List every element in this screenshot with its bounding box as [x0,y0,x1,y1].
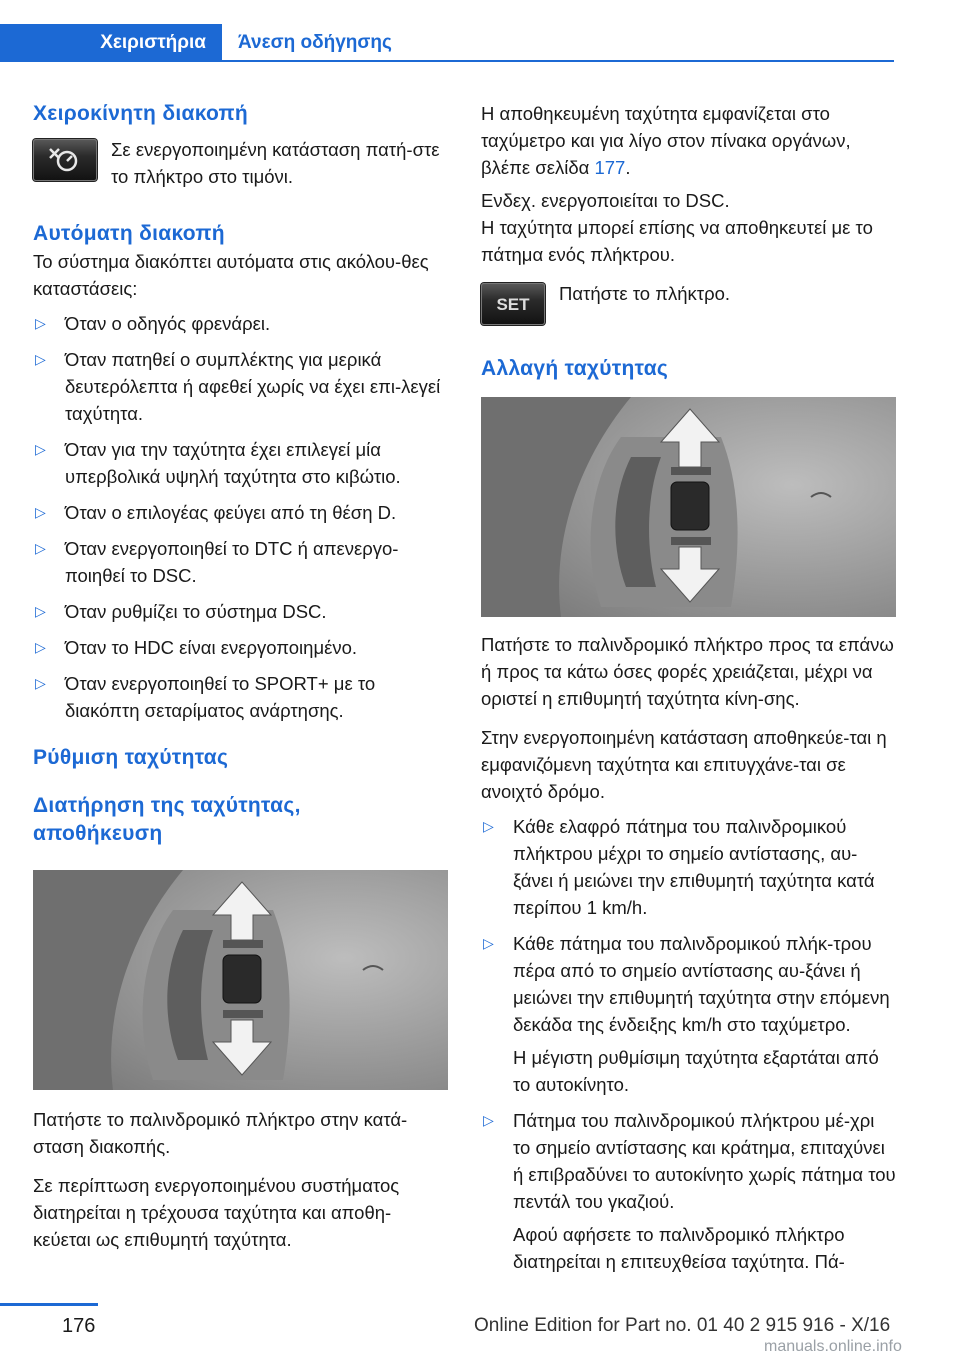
triangle-bullet-icon: ▷ [483,1112,494,1128]
list-item: ▷ Όταν το HDC είναι ενεργοποιημένο. [33,634,448,661]
edition-text: Online Edition for Part no. 01 40 2 915 916 - X/16 [474,1315,891,1336]
triangle-bullet-icon: ▷ [35,639,46,655]
right-column [481,100,896,1284]
auto-stop-text: Το σύστημα διακόπτει αυτόματα στις ακόλου-θες καταστάσεις: [33,251,429,299]
manual-stop-text: Σε ενεργοποιημένη κατάσταση πατή-στε το πλήκτρο στο τιμόνι. [111,139,440,187]
list-item: ▷ Όταν ο επιλογέας φεύγει από τη θέση D. [33,499,448,526]
page-header [0,0,960,64]
triangle-bullet-icon: ▷ [35,603,46,619]
dsc-text: Ενδεχ. ενεργοποιείται το DSC. [481,190,730,211]
list-item: ▷ Όταν ο οδηγός φρενάρει. [33,310,448,337]
steering-wheel-photo-1 [33,870,448,1090]
set-button-icon: SET [481,283,545,325]
left-column [33,100,448,1253]
photo1-caption: Πατήστε το παλινδρομικό πλήκτρο στην κατά-σταση διακοπής. [33,1109,408,1157]
heading-auto-stop: Αυτόματη διακοπή [33,222,225,245]
heading-keep-speed: Διατήρηση της ταχύτητας, αποθήκευση [33,794,301,845]
page-link[interactable]: 177 [594,157,626,178]
heading-manual-stop: Χειροκίνητη διακοπή [33,102,249,125]
watermark: manuals.online.info [764,1338,902,1355]
state-text: Στην ενεργοποιημένη κατάσταση αποθηκεύε-ται η εμφανιζόμενη ταχύτητα και επιτυγχάνε-ται σε ανοιχτό δρόμο. [481,727,887,802]
list-item: ▷ Όταν ενεργοποιηθεί το SPORT+ με το διακόπτη σεταρίματος ανάρτησης. [33,670,448,724]
auto-stop-list [33,310,448,724]
triangle-bullet-icon: ▷ [35,675,46,691]
heading-speed-setting: Ρύθμιση ταχύτητας [33,746,229,769]
steering-wheel-photo-2 [481,397,896,617]
list-item: ▷ Όταν πατηθεί ο συμπλέκτης για μερικά δευτερόλεπτα ή αφεθεί χωρίς να έχει επι-λεγεί ταχύτητα. [33,346,448,427]
footer-rule [0,1303,98,1306]
list-item-note: Αφού αφήσετε το παλινδρομικό πλήκτρο διατηρείται η επιτευχθείσα ταχύτητα. Πά- [513,1224,845,1272]
stored-speed-text: Η αποθηκευμένη ταχύτητα εμφανίζεται στο ταχύμετρο και για λίγο στον πίνακα οργάνων, βλέπε σελίδα 177. [481,103,851,178]
list-item: ▷ Κάθε πάτημα του παλινδρομικού πλήκ-τρου πέρα από το σημείο αντίστασης αυ-ξάνει ή μειώνει την επιθυμητή ταχύτητα στην επόμενη δεκάδα της ένδειξης km/h στο ταχύμετρο. Η μέγιστη ρυθμίσιμη ταχύτητα εξαρτάται από το αυτοκίνητο. [481,930,896,1098]
header-rule [222,60,894,62]
heading-change-speed: Αλλαγή ταχύτητας [481,357,669,380]
list-item-note: Η μέγιστη ρυθμίσιμη ταχύτητα εξαρτάται από το αυτοκίνητο. [513,1047,879,1095]
list-item: ▷ Όταν για την ταχύτητα έχει επιλεγεί μία υπερβολικά υψηλή ταχύτητα στο κιβώτιο. [33,436,448,490]
manual-stop-row [33,136,448,190]
set-text: Πατήστε το πλήκτρο. [559,283,731,304]
cruise-cancel-button-icon [33,139,97,181]
list-item: ▷ Κάθε ελαφρό πάτημα του παλινδρομικού πλήκτρου μέχρι το σημείο αντίστασης, αυ-ξάνει ή μειώνει την επιθυμητή ταχύτητα κατά περίπου 1 km/h. [481,813,896,921]
store-text: Η ταχύτητα μπορεί επίσης να αποθηκευτεί με το πάτημα ενός πλήκτρου. [481,217,873,265]
list-item: ▷ Πάτημα του παλινδρομικού πλήκτρου μέ-χρι το σημείο αντίστασης και κράτημα, επιταχύνει ή επιβραδύνει το αυτοκίνητο χωρίς πάτημα του πεντάλ του γκαζιού. Αφού αφήσετε το παλινδρομικό πλήκτρο διατηρείται η επιτευχθείσα ταχύτητα. Πά- [481,1107,896,1275]
triangle-bullet-icon: ▷ [35,441,46,457]
triangle-bullet-icon: ▷ [35,351,46,367]
list-item: ▷ Όταν ενεργοποιηθεί το DTC ή απενεργο-ποιηθεί το DSC. [33,535,448,589]
triangle-bullet-icon: ▷ [35,504,46,520]
set-row [481,280,896,325]
page-number: 176 [62,1315,96,1337]
change-speed-list [481,813,896,1275]
list-item: ▷ Όταν ρυθμίζει το σύστημα DSC. [33,598,448,625]
tab-driving-comfort[interactable]: Άνεση οδήγησης [238,32,392,53]
triangle-bullet-icon: ▷ [483,935,494,951]
keep-speed-text: Σε περίπτωση ενεργοποιημένου συστήματος διατηρείται η τρέχουσα ταχύτητα και αποθη-κεύεται ως επιθυμητή ταχύτητα. [33,1175,400,1250]
triangle-bullet-icon: ▷ [483,818,494,834]
tab-controls[interactable]: Χειριστήρια [0,24,222,62]
triangle-bullet-icon: ▷ [35,540,46,556]
photo2-caption: Πατήστε το παλινδρομικό πλήκτρο προς τα επάνω ή προς τα κάτω όσες φορές χρειάζεται, μέχρι να οριστεί η επιθυμητή ταχύτητα κίνη-σης. [481,634,894,709]
triangle-bullet-icon: ▷ [35,315,46,331]
